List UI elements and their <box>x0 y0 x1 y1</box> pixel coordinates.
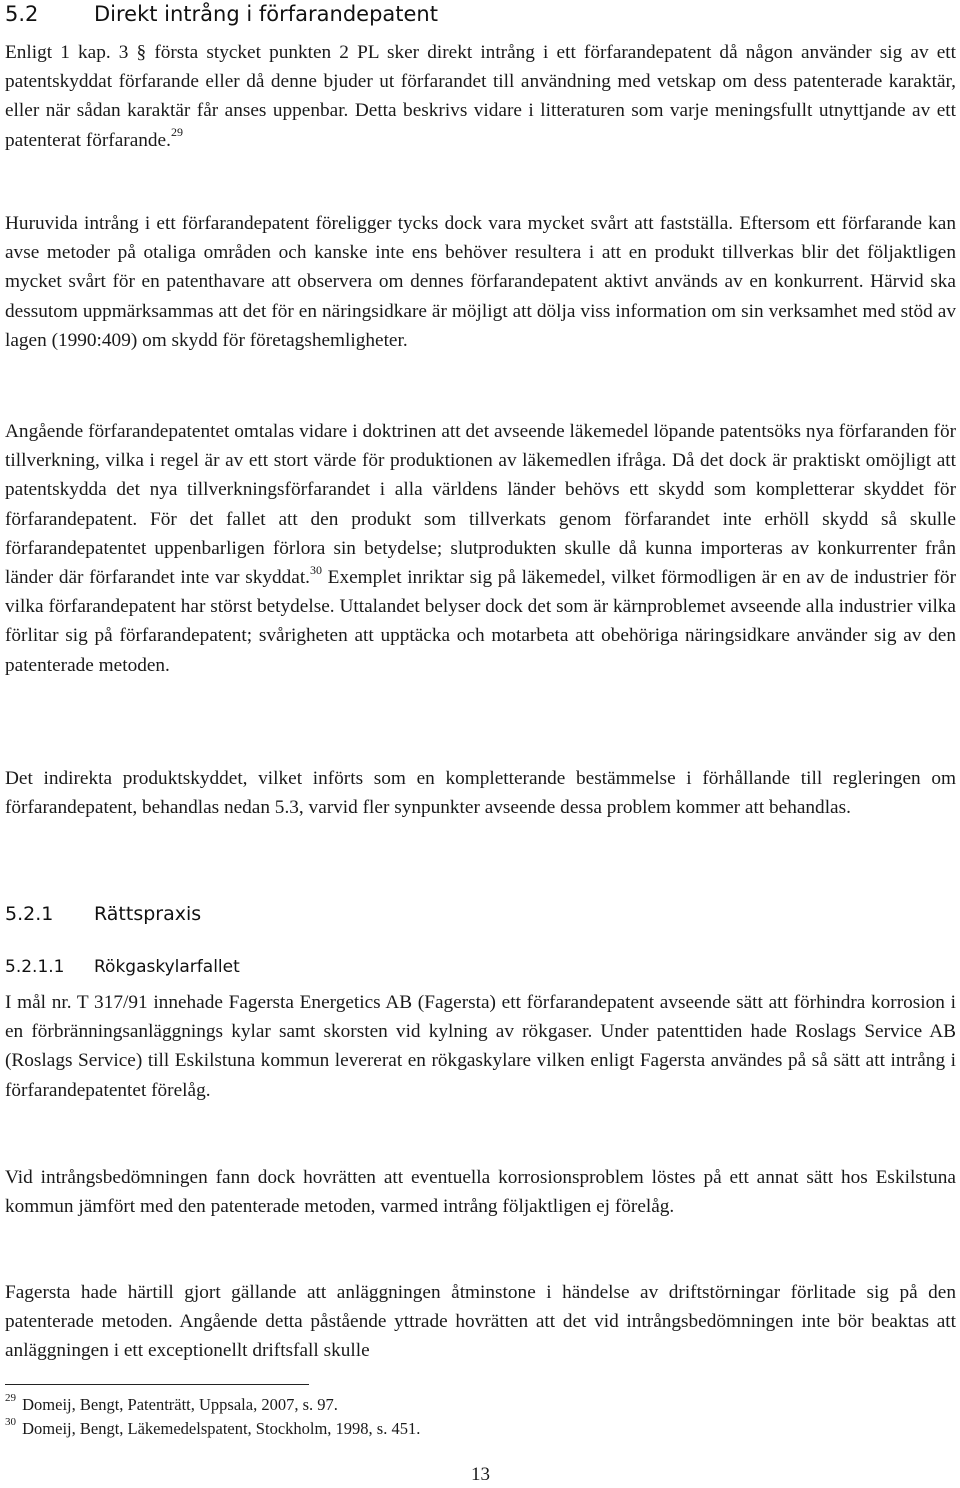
paragraph-text: Fagersta hade härtill gjort gällande att anläggningen åtminstone i händelse av driftstörningar förlitade sig på den patenterade metoden. Angående detta påstående yttrade hovrätten att det vid intrångsbedömningen inte bör beaktas att anläggningen i ett exceptionellt driftsfall skulle <box>5 1282 956 1362</box>
subsection-heading <box>5 900 201 928</box>
section-number: 5.2 <box>5 2 39 26</box>
footnote-item <box>5 1393 956 1417</box>
page-number: 13 <box>471 1464 490 1485</box>
footnote-separator <box>5 1384 309 1385</box>
footnote-text: Domeij, Bengt, Patenträtt, Uppsala, 2007, s. 97. <box>22 1395 338 1414</box>
paragraph-text: Huruvida intrång i ett förfarandepatent föreligger tycks dock vara mycket svårt att fastställa. Eftersom ett förfarande kan avse metoder på otaliga områden och kanske inte ens behöver resultera i att en produkt tillverkas blir det följaktligen mycket svårt för en patenthavare att observera om dennes förfarandepatent aktivt används av en konkurrent. Härvid ska dessutom uppmärksammas att det för en näringsidkare är möjligt att dölja viss information om sin verksamhet med stöd av lagen (1990:409) om skydd för företagshemligheter. <box>5 213 956 351</box>
footnote-mark: 30 <box>5 1415 16 1428</box>
paragraph-case-assessment <box>5 1163 956 1221</box>
paragraph-text: I mål nr. T 317/91 innehade Fagersta Energetics AB (Fagersta) ett förfarandepatent avseende sätt att förhindra korrosion i en förbränningsanläggnings kylar samt skorsten vid kylning av rökgaser. Under patenttiden hade Roslags Service AB (Roslags Service) till Eskilstuna kommun levererat en rökgaskylare vilken enligt Fagersta användes på så sätt att intrång i förfarandepatentet förelåg. <box>5 992 956 1101</box>
subsubsection-heading <box>5 954 240 980</box>
paragraph-case-claim <box>5 1278 956 1366</box>
paragraph-text: Det indirekta produktskyddet, vilket införts som en kompletterande bestämmelse i förhållande till regleringen om förfarandepatent, behandlas nedan 5.3, varvid fler synpunkter avseende dessa problem kommer att behandlas. <box>5 768 956 819</box>
paragraph-case-facts <box>5 988 956 1105</box>
paragraph-text: Vid intrångsbedömningen fann dock hovrätten att eventuella korrosionsproblem löstes på ett annat sätt hos Eskilstuna kommun jämfört med den patenterade metoden, varmed intrång följaktligen ej förelåg. <box>5 1167 956 1218</box>
subsection-title: Rättspraxis <box>94 903 202 925</box>
subsubsection-number: 5.2.1.1 <box>5 957 65 977</box>
footnote-ref-29: 29 <box>170 125 183 140</box>
footnote-ref-30: 30 <box>310 562 323 577</box>
section-title: Direkt intrång i förfarandepatent <box>94 2 438 26</box>
footnote-mark: 29 <box>5 1391 16 1404</box>
section-heading <box>5 0 438 29</box>
subsection-number: 5.2.1 <box>5 903 54 925</box>
paragraph-text: Angående förfarandepatentet omtalas vidare i doktrinen att det avseende läkemedel löpande patentsöks nya förfaranden för tillverkning, vilka i regel är av ett stort värde för produktionen av läkemedlen ifråga. Då det dock är praktiskt omöjligt att patentskydda det nya tillverkningsförfarandet i alla världens länder behövs ett skydd som kompletterar skyddet för förfarandepatent. För det fallet att den produkt som tillverkats genom förfarandet inte erhöll skydd så skulle förfarandepatentet uppenbarligen förlora sin betydelse; slutprodukten skulle då kunna importeras av konkurrenter från länder där förfarandet inte var skyddat. <box>5 421 956 589</box>
paragraph-text: Enligt 1 kap. 3 § första stycket punkten 2 PL sker direkt intrång i ett förfarandepatent då någon använder sig av ett patentskyddat förfarande eller då denne bjuder ut förfarandet till användning med vetskap om dess patenterade karaktär, eller när sådan karaktär får anses uppenbar. Detta beskrivs vidare i litteraturen som varje meningsfullt utnyttjande av ett patenterat förfarande. <box>5 42 956 151</box>
footnotes <box>5 1393 956 1441</box>
subsubsection-title: Rökgaskylarfallet <box>94 957 240 977</box>
paragraph-indirect-protection <box>5 764 956 822</box>
paragraph-text-continued: Exemplet inriktar sig på läkemedel, vilket förmodligen är en av de industrier för vilka förfarandepatent har störst betydelse. Uttalandet belyser dock det som är kärnproblemet avseende alla industrier vilka förlitar sig på förfarandepatent; svårigheten att upptäcka och motarbeta att obehöriga näringsidkare använder sig av den patenterade metoden. <box>5 567 956 676</box>
paragraph-direct-infringement <box>5 38 956 155</box>
footnote-text: Domeij, Bengt, Läkemedelspatent, Stockholm, 1998, s. 451. <box>22 1419 421 1438</box>
paragraph-difficulty <box>5 209 956 355</box>
paragraph-pharmaceuticals <box>5 417 956 680</box>
footnote-item <box>5 1417 956 1441</box>
